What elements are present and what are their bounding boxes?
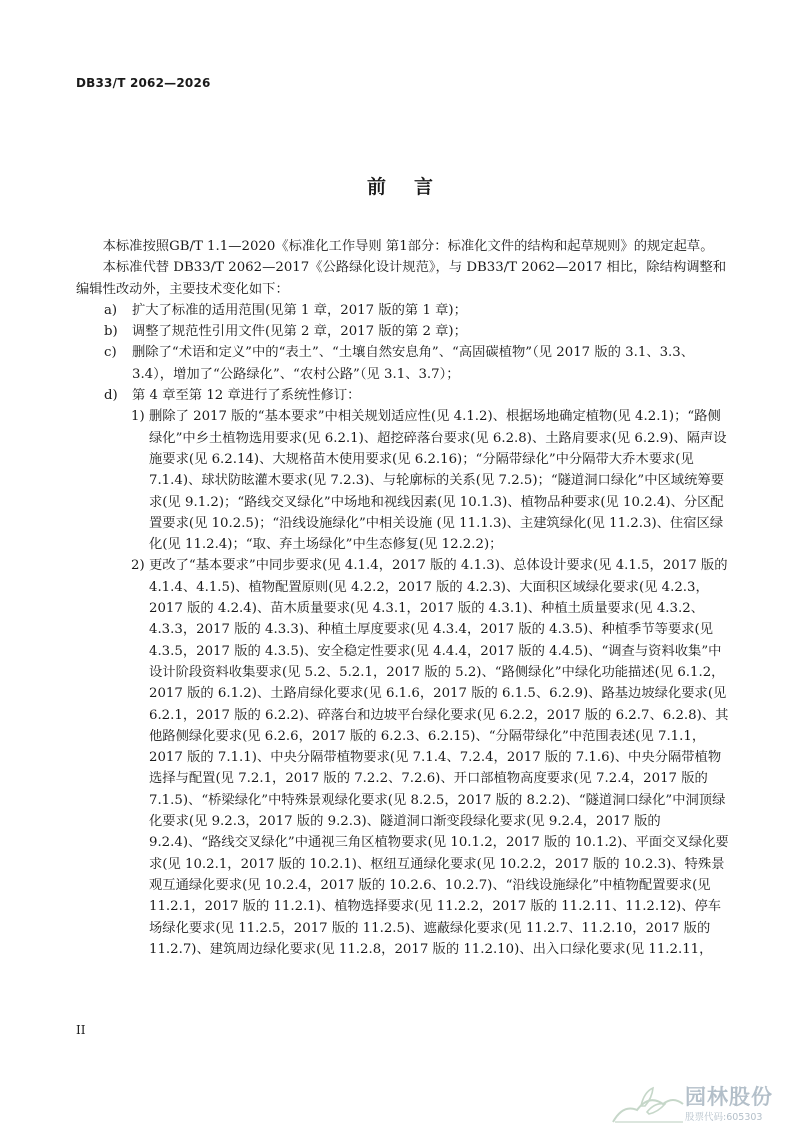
- standard-number-header: DB33/T 2062—2026: [76, 76, 211, 90]
- paragraph-replacement-statement: 本标准代替 DB33/T 2062—2017《公路绿化设计规范》，与 DB33/T 2062—2017 相比，除结构调整和编辑性改动外，主要技术变化如下：: [76, 260, 727, 297]
- list-marker: c): [104, 345, 117, 361]
- sub-change-text: 更改了“基本要求”中同步要求(见 4.1.4，2017 版的 4.1.3)、总体设计要求(见 4.1.5，2017 版的 4.1.4、4.1.5)、植物配置原则(见 4.2.2，2017 版的 4.2.3)、大面积区域绿化要求(见 4.2.3，2017 版的 4.2.4)、苗木质量要求(见 4.3.1，2017 版的 4.3.1)、种植土质量要求(见 4.3.2、4.3.3，2017 版的 4.3.3)、种植土厚度要求(见 4.3.4，2017 版的 4.3.5)、种植季节等要求(见 4.3.5，2017 版的 4.3.5)、安全稳定性要求(见 4.4.4，2017 版的 4.4.5)、“调查与资料收集”中设计阶段资料收集要求(见 5.2、5.2.1，2017 版的 5.2)、“路侧绿化”中绿化功能描述(见 6.1.2，2017 版的 6.1.2)、土路肩绿化要求(见 6.1.6，2017 版的 6.1.5、6.2.9)、路基边坡绿化要求(见 6.2.1，2017 版的 6.2.2)、碎落台和边坡平台绿化要求(见 6.2.2，2017 版的 6.2.7、6.2.8)、其他路侧绿化要求(见 6.2.6，2017 版的 6.2.3、6.2.15)、“分隔带绿化”中范围表述(见 7.1.1，2017 版的 7.1.1)、中央分隔带植物要求(见 7.1.4、7.2.4，2017 版的 7.1.6)、中央分隔带植物选择与配置(见 7.2.1，2017 版的 7.2.2、7.2.6)、开口部植物高度要求(见 7.2.4，2017 版的 7.1.5)、“桥梁绿化”中特殊景观绿化要求(见 8.2.5，2017 版的 8.2.2)、“隧道洞口绿化”中洞顶绿化要求(见 9.2.3，2017 版的 9.2.3)、隧道洞口渐变段绿化要求(见 9.2.4，2017 版的 9.2.4)、“路线交叉绿化”中通视三角区植物要求(见 10.1.2，2017 版的 10.1.2)、平面交叉绿化要求(见 10.2.1，2017 版的 10.2.1)、枢纽互通绿化要求(见 10.2.2，2017 版的 10.2.3)、特殊景观互通绿化要求(见 10.2.4，2017 版的 10.2.6、10.2.7)、“沿线设施绿化”中植物配置要求(见 11.2.1，2017 版的 11.2.1)、植物选择要求(见 11.2.2，2017 版的 11.2.11、11.2.12)、停车场绿化要求(见 11.2.5，2017 版的 11.2.5)、遮蔽绿化要求(见 11.2.7、11.2.10，2017 版的 11.2.7)、建筑周边绿化要求(见 11.2.8，2017 版的 11.2.10)、出入口绿化要求(见 11.2.11，: [149, 558, 729, 957]
- watermark-company-name: 园林股份: [685, 1085, 773, 1109]
- change-item-b: [76, 321, 734, 342]
- page-number: II: [76, 1023, 86, 1037]
- paragraph-drafting-rules: 本标准按照GB/T 1.1—2020《标准化工作导则 第1部分：标准化文件的结构和起草规则》的规定起草。: [102, 239, 714, 254]
- list-marker: a): [104, 302, 118, 318]
- change-item-d: [76, 385, 734, 406]
- page-title: 前言: [366, 176, 461, 198]
- change-text: 扩大了标准的适用范围(见第 1 章，2017 版的第 1 章)；: [132, 302, 467, 318]
- change-item-c: [76, 342, 734, 385]
- watermark-stock-code: 股票代码:605303: [685, 1112, 763, 1123]
- sub-change-item-1: [76, 406, 734, 555]
- change-text: 调整了规范性引用文件(见第 2 章，2017 版的第 2 章)；: [132, 324, 467, 340]
- watermark: [611, 1080, 800, 1126]
- landscape-logo-icon: [611, 1082, 685, 1124]
- list-marker: d): [104, 388, 118, 404]
- sub-list-marker: 1): [131, 409, 145, 425]
- change-text: 第 4 章至第 12 章进行了系统性修订：: [132, 388, 361, 404]
- list-marker: b): [104, 324, 118, 340]
- sub-change-item-2: [76, 555, 734, 960]
- change-item-a: [76, 300, 734, 321]
- sub-change-text: 删除了 2017 版的“基本要求”中相关规划适应性(见 4.1.2)、根据场地确定植物(见 4.2.1)；“路侧绿化”中乡土植物选用要求(见 6.2.1)、超挖碎落台要求(见 6.2.8)、土路肩要求(见 6.2.9)、隔声设施要求(见 6.2.14)、大规格苗木使用要求(见 6.2.16)；“分隔带绿化”中分隔带大乔木要求(见 7.1.4)、球状防眩灌木要求(见 7.2.3)、与轮廓标的关系(见 7.2.5)；“隧道洞口绿化”中区域统筹要求(见 9.1.2)；“路线交叉绿化”中场地和视线因素(见 10.1.3)、植物品种要求(见 10.2.4)、分区配置要求(见 10.2.5)；“沿线设施绿化”中相关设施 (见 11.1.3)、主建筑绿化(见 11.2.3)、住宿区绿化(见 11.2.4)；“取、弃土场绿化”中生态修复(见 12.2.2)；: [149, 409, 727, 553]
- change-text: 删除了“术语和定义”中的“表土”、“土壤自然安息角”、“高固碳植物”（见 2017 版的 3.1、3.3、3.4），增加了“公路绿化”、“农村公路”（见 3.1、3.7）；: [132, 345, 695, 382]
- sub-list-marker: 2): [131, 558, 145, 574]
- document-body: [76, 236, 734, 960]
